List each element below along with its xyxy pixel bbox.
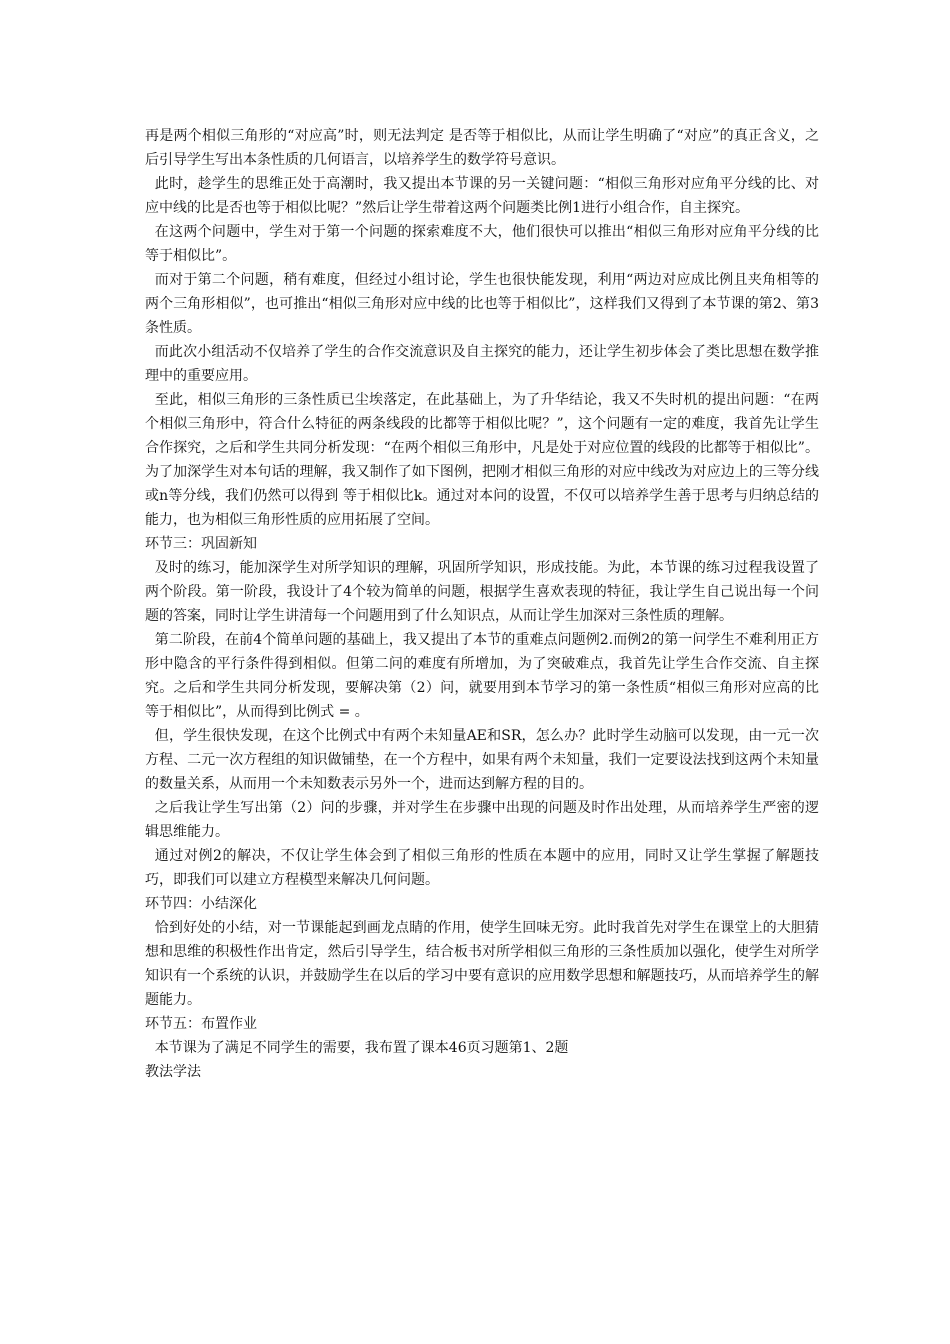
paragraph: 而对于第二个问题，稍有难度，但经过小组讨论，学生也很快能发现，利用“两边对应成比例且夹角相等的两个三角形相似”，也可推出“相似三角形对应中线的比也等于相似比”，这样我们又得到了本节课的第2、第3条性质。 (145, 272, 819, 336)
paragraph: 及时的练习，能加深学生对所学知识的理解，巩固所学知识，形成技能。为此，本节课的练习过程我设置了两个阶段。第一阶段，我设计了4个较为简单的问题，根据学生喜欢表现的特征，我让学生自己说出每一个问题的答案，同时让学生讲清每一个问题用到了什么知识点，从而让学生加深对三条性质的理解。 (145, 560, 819, 624)
paragraph: 在这两个问题中，学生对于第一个问题的探索难度不大，他们很快可以推出“相似三角形对应角平分线的比等于相似比”。 (145, 224, 819, 264)
paragraph: 此时，趁学生的思维正处于高潮时，我又提出本节课的另一关键问题：“相似三角形对应角平分线的比、对应中线的比是否也等于相似比呢？”然后让学生带着这两个问题类比例1进行小组合作，自主探究。 (145, 176, 819, 216)
paragraph: 恰到好处的小结，对一节课能起到画龙点睛的作用，使学生回味无穷。此时我首先对学生在课堂上的大胆猜想和思维的积极性作出肯定，然后引导学生，结合板书对所学相似三角形的三条性质加以强化，使学生对所学知识有一个系统的认识，并鼓励学生在以后的学习中要有意识的应用数学思想和解题技巧，从而培养学生的解题能力。 (145, 920, 819, 1008)
paragraph: 但，学生很快发现，在这个比例式中有两个未知量AE和SR，怎么办？此时学生动脑可以发现，由一元一次方程、二元一次方程组的知识做铺垫，在一个方程中，如果有两个未知量，我们一定要设法找到这两个未知量的数量关系，从而用一个未知数表示另外一个，进而达到解方程的目的。 (145, 728, 819, 792)
paragraph: 第二阶段，在前4个简单问题的基础上，我又提出了本节的重难点问题例2.而例2的第一问学生不难利用正方形中隐含的平行条件得到相似。但第二问的难度有所增加，为了突破难点，我首先让学生合作交流、自主探究。之后和学生共同分析发现，要解决第（2）问，就要用到本节学习的第一条性质“相似三角形对应高的比等于相似比”，从而得到比例式 = 。 (145, 632, 819, 720)
paragraph: 再是两个相似三角形的“对应高”时，则无法判定 是否等于相似比，从而让学生明确了“对应”的真正含义，之后引导学生写出本条性质的几何语言，以培养学生的数学符号意识。 (145, 128, 819, 168)
section-heading: 教法学法 (145, 1064, 201, 1080)
paragraph: 之后我让学生写出第（2）问的步骤，并对学生在步骤中出现的问题及时作出处理，从而培养学生严密的逻辑思维能力。 (145, 800, 819, 840)
section-heading: 环节五：布置作业 (145, 1016, 257, 1032)
section-heading: 环节三：巩固新知 (145, 536, 257, 552)
paragraph: 通过对例2的解决，不仅让学生体会到了相似三角形的性质在本题中的应用，同时又让学生掌握了解题技巧，即我们可以建立方程模型来解决几何问题。 (145, 848, 819, 888)
paragraph: 而此次小组活动不仅培养了学生的合作交流意识及自主探究的能力，还让学生初步体会了类比思想在数学推理中的重要应用。 (145, 344, 819, 384)
document-body (145, 124, 819, 1084)
paragraph: 本节课为了满足不同学生的需要，我布置了课本46页习题第1、2题 (154, 1040, 569, 1056)
paragraph: 至此，相似三角形的三条性质已尘埃落定，在此基础上，为了升华结论，我又不失时机的提出问题：“在两个相似三角形中，符合什么特征的两条线段的比都等于相似比呢？”，这个问题有一定的难度，我首先让学生合作探究，之后和学生共同分析发现：“在两个相似三角形中，凡是处于对应位置的线段的比都等于相似比”。为了加深学生对本句话的理解，我又制作了如下图例，把刚才相似三角形的对应中线改为对应边上的三等分线或n等分线，我们仍然可以得到 等于相似比k。通过对本问的设置，不仅可以培养学生善于思考与归纳总结的能力，也为相似三角形性质的应用拓展了空间。 (145, 392, 819, 528)
section-heading: 环节四：小结深化 (145, 896, 257, 912)
